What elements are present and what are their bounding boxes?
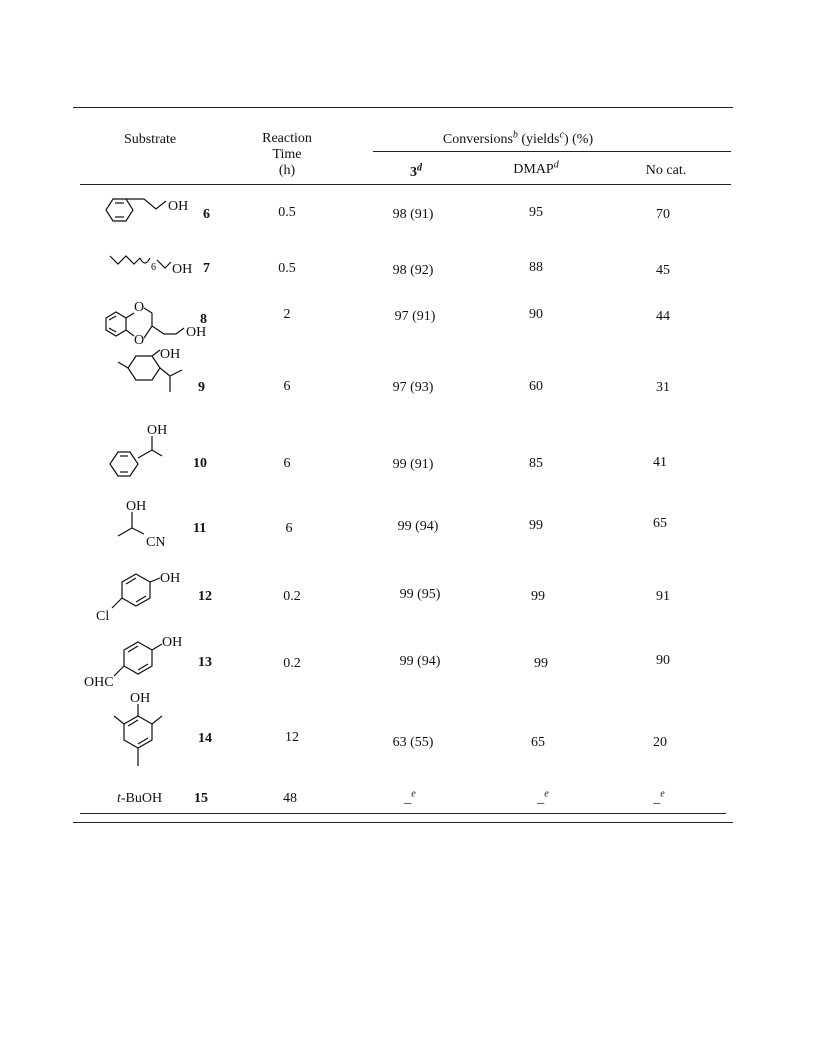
cell-time: 6 [285,521,293,536]
label-o: O [134,300,145,315]
header-time-line3: (h) [278,163,296,178]
label-oh: OH [172,262,193,277]
label-oh: OH [126,499,147,514]
header-col-cat [410,162,422,180]
label-oh: OH [147,423,168,438]
tbuoh-prefix: t [117,791,121,806]
cell-dmap: 99 [534,656,548,671]
cell-time: 0.2 [283,656,301,671]
header-conv-sup-b: b [512,129,518,141]
cell-nocat: 41 [653,455,667,470]
label-oh: OH [160,347,181,362]
cell-time: 0.5 [278,261,296,276]
header-cat-sup: d [417,162,422,174]
cell-nocat: 65 [653,516,667,531]
cell-cat: 99 (94) [399,654,441,669]
label-oh: OH [162,635,183,650]
cell-nocat: 31 [656,380,670,395]
compound-number: 15 [194,791,208,806]
compound-number: 13 [198,655,212,670]
cell-cat-dash: _ [404,791,412,806]
header-conv-prefix: Conversions [442,132,513,147]
cell-dmap-dash: _ [537,791,545,806]
table-top-rule [73,107,733,108]
cell-nocat: 20 [653,735,667,750]
header-dmap-sup: d [553,159,559,171]
label-oh: OH [130,691,151,706]
cell-time: 6 [283,456,291,471]
header-conv-suffix: ) (%) [563,132,594,147]
cell-dmap: 65 [531,735,545,750]
header-cat-num: 3 [410,165,417,180]
structure-chlorophenol [96,566,196,626]
compound-number: 11 [193,521,207,536]
cell-time: 0.5 [278,205,296,220]
header-substrate: Substrate [123,132,177,147]
cell-dmap: 90 [529,307,543,322]
cell-cat [404,788,416,806]
header-conv-mid: (yields [517,132,560,147]
cell-nocat: 91 [656,589,670,604]
cell-cat: 63 (55) [392,735,434,750]
compound-number: 10 [193,456,207,471]
label-oh: OH [186,325,207,340]
conversions-subrule [373,151,731,152]
footnote-e: e [660,788,665,800]
table-bottom-rule-inner [80,813,726,814]
label-cl: Cl [96,609,110,624]
cell-dmap: 88 [529,260,543,275]
label-o: O [134,333,145,348]
cell-cat: 98 (91) [392,207,434,222]
cell-dmap: 99 [531,589,545,604]
cell-time: 2 [283,307,291,322]
cell-nocat: 44 [656,309,670,324]
header-col-dmap [513,159,559,177]
cell-dmap [537,788,549,806]
header-col-nocat: No cat. [645,163,687,178]
compound-number: 9 [198,380,205,395]
label-six: 6 [151,262,156,273]
structure-menthol [108,346,208,416]
cell-time: 6 [283,379,291,394]
cell-cat: 99 (95) [399,587,441,602]
structure-tbuoh [117,792,162,806]
cell-cat: 97 (93) [392,380,434,395]
structure-phenylethanol [100,420,200,490]
table-bottom-rule [73,822,733,823]
header-time-line1: Reaction [262,131,312,146]
cell-nocat [653,788,665,806]
compound-number: 7 [203,261,210,276]
cell-time: 0.2 [283,589,301,604]
cell-nocat: 70 [656,207,670,222]
cell-time: 12 [285,730,299,745]
cell-dmap: 99 [529,518,543,533]
header-dmap-label: DMAP [513,162,554,177]
cell-nocat-dash: _ [653,791,661,806]
footnote-e: e [544,788,549,800]
compound-number: 14 [198,731,212,746]
label-cn: CN [146,535,166,550]
compound-number: 12 [198,589,212,604]
label-ohc: OHC [84,675,114,690]
cell-dmap: 60 [529,379,543,394]
header-conversions [442,129,594,147]
cell-dmap: 95 [529,205,543,220]
structure-hydroxybenzaldehyde [82,632,202,692]
cell-time: 48 [283,791,297,806]
cell-cat: 97 (91) [394,309,436,324]
header-conv-sup-c: c [559,129,564,141]
compound-number: 8 [200,312,207,327]
cell-nocat: 90 [656,653,670,668]
header-time-line2: Time [272,147,302,162]
cell-cat: 99 (94) [397,519,439,534]
footnote-e: e [411,788,416,800]
tbuoh-rest: -BuOH [120,791,163,806]
cell-cat: 98 (92) [392,263,434,278]
compound-number: 6 [203,207,210,222]
label-oh: OH [160,571,181,586]
structure-octanol [100,250,210,280]
cell-dmap: 85 [529,456,543,471]
cell-nocat: 45 [656,263,670,278]
header-rule [80,184,731,185]
structure-benzyl-alcohol [100,192,200,232]
cell-cat: 99 (91) [392,457,434,472]
label-oh: OH [168,199,189,214]
